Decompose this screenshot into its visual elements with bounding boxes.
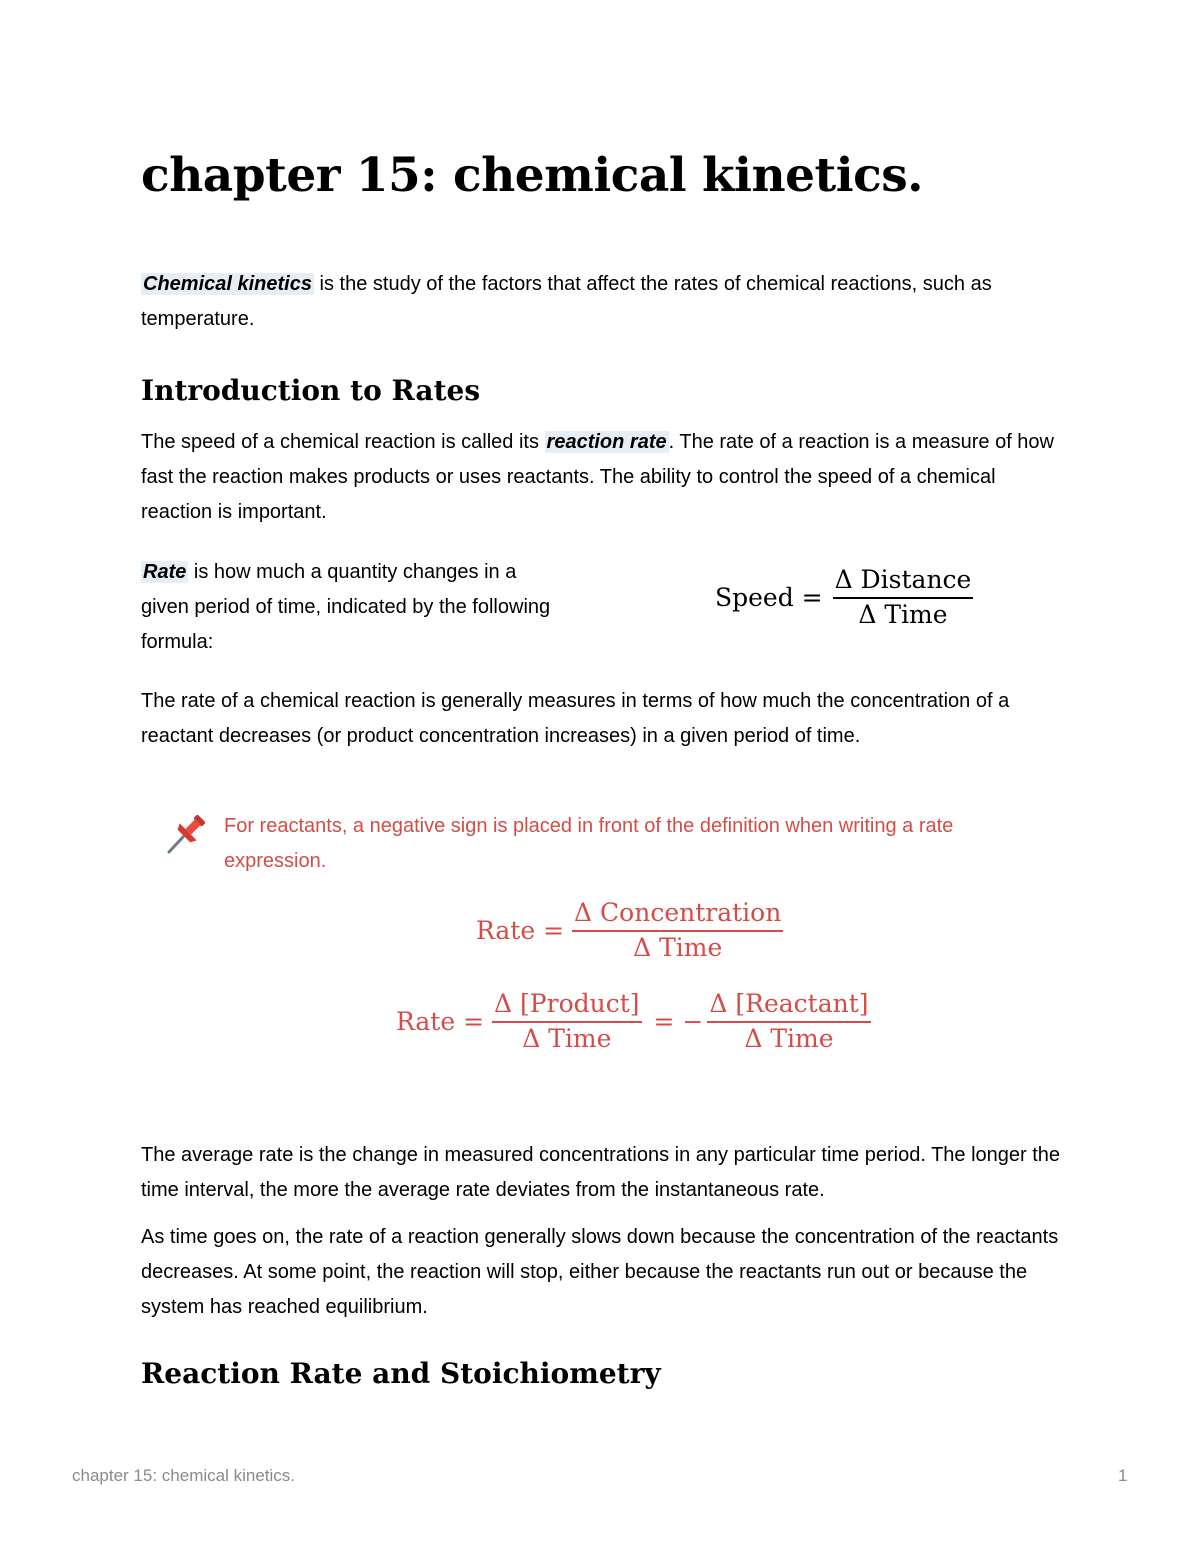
footer-page-number: 1: [1118, 1466, 1128, 1485]
formula2-reactant-fraction: [707, 990, 870, 1054]
formula1-lhs: Rate =: [476, 916, 565, 946]
formula2-reactant-numerator: Δ [Reactant]: [707, 990, 870, 1023]
rate-definition-text: is how much a quantity changes in a given period of time, indicated by the following formula:: [141, 561, 551, 653]
term-rate: Rate: [143, 561, 187, 583]
formula2-lhs: Rate =: [396, 1007, 485, 1037]
pushpin-icon: [163, 812, 209, 856]
intro-paragraph: [141, 267, 1066, 337]
formula1-fraction: [572, 899, 783, 963]
term-reaction-rate: reaction rate: [546, 431, 667, 453]
intro-text: is the study of the factors that affect the rates of chemical reactions, such as temperature.: [141, 273, 992, 330]
speed-denominator: Δ Time: [858, 599, 948, 629]
term-chemical-kinetics: Chemical kinetics: [143, 273, 312, 295]
callout-text: For reactants, a negative sign is placed in front of the definition when writing a rate expression.: [224, 815, 954, 872]
formula2-reactant-denominator: Δ Time: [744, 1023, 834, 1053]
heading-introduction-to-rates: Introduction to Rates: [141, 374, 481, 407]
formula2-product-numerator: Δ [Product]: [492, 990, 641, 1023]
reaction-rate-text-after: . The rate of a reaction is a measure of how fast the reaction makes products or uses reactants. The ability to control the speed of a chemical reaction is important.: [141, 431, 1054, 523]
rate-concentration-formula: [476, 899, 783, 963]
speed-fraction: [833, 566, 974, 630]
reaction-rate-paragraph: [141, 425, 1066, 530]
speed-formula-lhs: Speed =: [715, 583, 823, 613]
rate-measure-paragraph: The rate of a chemical reaction is generally measures in terms of how much the concentration of a reactant decreases (or product concentration increases) in a given period of time.: [141, 690, 1010, 747]
formula1-denominator: Δ Time: [633, 932, 723, 962]
heading-reaction-rate-stoichiometry: Reaction Rate and Stoichiometry: [141, 1357, 661, 1390]
formula2-product-fraction: [492, 990, 641, 1054]
reaction-rate-text-before: The speed of a chemical reaction is called its: [141, 431, 545, 453]
speed-numerator: Δ Distance: [833, 566, 974, 599]
rate-product-reactant-formula: [396, 990, 871, 1054]
footer-title: chapter 15: chemical kinetics.: [72, 1466, 295, 1485]
speed-formula: [715, 566, 973, 630]
time-slowdown-paragraph: As time goes on, the rate of a reaction generally slows down because the concentration of the reactants decreases. At some point, the reaction will stop, either because the reactants run out or because the system has reached equilibrium.: [141, 1226, 1059, 1318]
average-rate-paragraph: The average rate is the change in measured concentrations in any particular time period. The longer the time interval, the more the average rate deviates from the instantaneous rate.: [141, 1144, 1061, 1201]
rate-definition-paragraph: [141, 555, 551, 660]
formula1-numerator: Δ Concentration: [572, 899, 783, 932]
page-title: chapter 15: chemical kinetics.: [141, 148, 924, 203]
formula2-equals-minus: = −: [653, 1007, 704, 1037]
formula2-product-denominator: Δ Time: [522, 1023, 612, 1053]
